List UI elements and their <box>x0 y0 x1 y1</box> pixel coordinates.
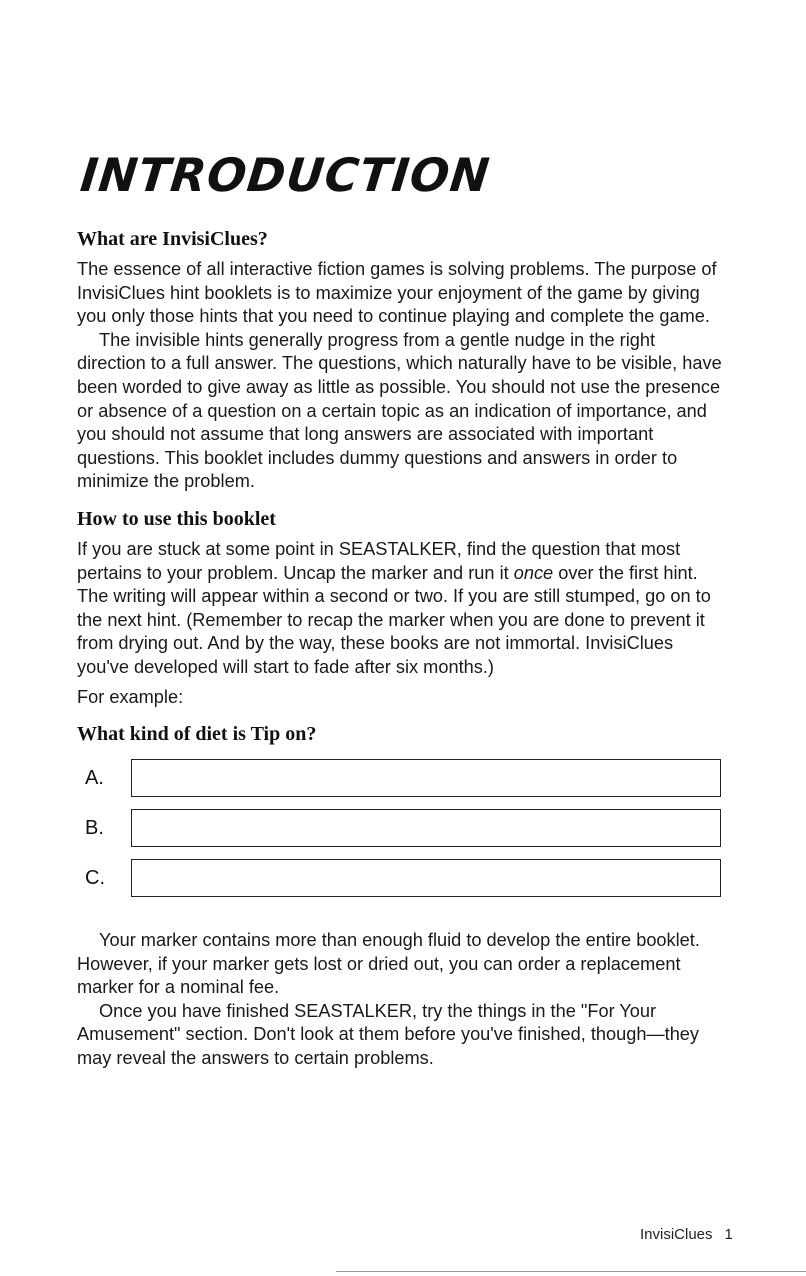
answer-letter-b: B. <box>85 816 104 839</box>
paragraph-how-2: For example: <box>77 686 184 707</box>
answer-row-a <box>85 753 725 803</box>
paragraph-what-1: The essence of all interactive fiction games is solving problems. The purpose of InvisiClues hint booklets is to maximize your enjoyment of the game by giving you only those hints that you need to continue playing and complete the game. <box>77 259 717 327</box>
paragraph-how-1-end: over the first hint. The writing will appear within a second or two. If you are still stumped, go on to the next hint. (Remember to recap the marker when you are done to prevent it from drying out. And by the way, these books are not immortal. InvisiClues you've developed will start to fade after six months.) <box>77 562 711 677</box>
page-content <box>77 226 725 1071</box>
page-number: 1 <box>724 1226 733 1243</box>
answer-row-c <box>85 853 725 903</box>
emphasis-once: once <box>513 562 554 583</box>
page-edge-line <box>336 1271 806 1272</box>
footer-label: InvisiClues <box>640 1226 713 1243</box>
paragraph-how-1 <box>77 538 725 680</box>
answer-letter-c: C. <box>85 866 105 889</box>
answer-letter-a: A. <box>85 766 104 789</box>
answer-box-b <box>131 809 721 847</box>
page-title: INTRODUCTION <box>78 148 493 202</box>
page-footer <box>640 1226 733 1243</box>
answer-list <box>85 753 725 903</box>
paragraph-how-1-start: If you are stuck at some point in SEASTALKER, find the question that most pertains to your problem. Uncap the marker and run it <box>77 538 681 583</box>
answer-row-b <box>85 803 725 853</box>
answer-box-a <box>131 759 721 797</box>
paragraph-closing-1: Your marker contains more than enough fluid to develop the entire booklet. However, if your marker gets lost or dried out, you can order a replacement marker for a nominal fee. <box>77 930 700 998</box>
heading-how-to-use: How to use this booklet <box>77 507 276 530</box>
heading-example-question: What kind of diet is Tip on? <box>77 723 317 746</box>
paragraph-what-2: The invisible hints generally progress from a gentle nudge in the right direction to a full answer. The questions, which naturally have to be visible, have been worded to give away as little as possible. You should not use the presence or absence of a question on a certain topic as an indication of importance, and you should not assume that long answers are associated with important questions. This booklet includes dummy questions and answers in order to minimize the problem. <box>77 329 722 492</box>
answer-box-c <box>131 859 721 897</box>
heading-what-are-invisiclues: What are InvisiClues? <box>77 228 268 250</box>
paragraph-closing-2: Once you have finished SEASTALKER, try the things in the "For Your Amusement" section. Don't look at them before you've finished, though—they may reveal the answers to certain problems. <box>77 1000 700 1069</box>
